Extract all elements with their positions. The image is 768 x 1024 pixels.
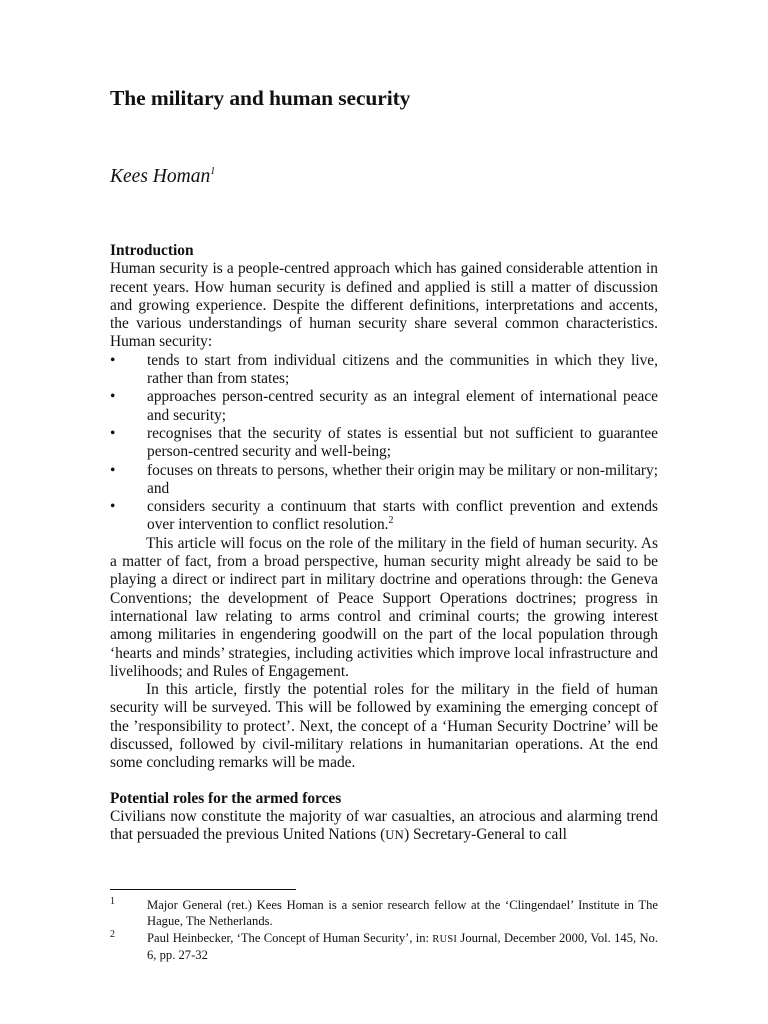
rusi-abbreviation: RUSI	[432, 934, 458, 945]
footnote-ref-2[interactable]: 2	[388, 515, 394, 527]
section-heading: Potential roles for the armed forces	[110, 789, 342, 807]
footnote-text-a: Paul Heinbecker, ‘The Concept of Human Security’, in:	[147, 931, 433, 945]
list-item	[110, 498, 658, 535]
section-gap	[110, 773, 658, 790]
list-item-text: focuses on threats to persons, whether their origin may be military or non-military; and	[147, 461, 658, 497]
footnote-divider	[110, 889, 296, 890]
bullet-icon: •	[110, 498, 116, 516]
intro-heading: Introduction	[110, 242, 194, 259]
footnote	[110, 898, 658, 929]
list-item-text: recognises that the security of states is essential but not sufficient to guarantee person-centred security and well-being;	[147, 424, 658, 461]
body-paragraph-2: This article will focus on the role of the military in the field of human security. As a matter of fact, from a broad perspective, human security might already be said to be playing a direct or indirect part in military doctrine and operations through: the Geneva Conventions; the development of Peace Support Operations doctrines; progress in international law relating to arms control and criminal courts; the growing interest among militaries in engendering goodwill on the part of the local population through ‘hearts and minds’ strategies, including activities which improve local infrastructure and livelihoods; and Rules of Engagement.	[110, 534, 658, 680]
list-item	[110, 425, 658, 462]
un-abbreviation: UN	[385, 828, 405, 843]
bullet-icon: •	[110, 351, 116, 369]
footnote	[110, 931, 658, 963]
characteristics-list	[110, 352, 658, 535]
section-paragraph	[110, 808, 658, 845]
list-item	[110, 388, 658, 425]
article-title: The military and human security	[110, 86, 411, 110]
footnote-text-b: Journal, December 2000, Vol. 145, No. 6, pp. 27-32	[147, 931, 658, 962]
bullet-icon: •	[110, 388, 116, 406]
list-item-text: tends to start from individual citizens and the communities in which they live, rather than from states;	[147, 351, 658, 388]
list-item-text: considers security a continuum that starts with conflict prevention and extends over intervention to conflict resolution.	[147, 498, 658, 534]
list-item-text: approaches person-centred security as an integral element of international peace and security;	[147, 388, 658, 424]
author-line	[110, 166, 215, 188]
bullet-icon: •	[110, 461, 116, 479]
list-item	[110, 462, 658, 499]
footnotes	[110, 898, 658, 965]
bullet-icon: •	[110, 424, 116, 442]
author-name: Kees Homan	[110, 166, 211, 187]
footnote-number: 2	[110, 929, 115, 940]
section-text-a: Civilians now constitute the majority of war casualties, an atrocious and alarming trend that persuaded the previous United Nations (	[110, 807, 658, 844]
author-footnote-ref[interactable]: 1	[210, 166, 216, 177]
article-body	[110, 242, 658, 845]
footnote-number: 1	[110, 896, 115, 907]
body-paragraph-3: In this article, firstly the potential roles for the military in the field of human security will be surveyed. This will be followed by examining the emerging concept of the ’responsibility to protect’. Next, the concept of a ‘Human Security Doctrine’ will be discussed, followed by civil-military relations in humanitarian operations. At the end some concluding remarks will be made.	[110, 681, 658, 772]
list-item	[110, 352, 658, 389]
section-text-b: ) Secretary-General to call	[404, 826, 567, 844]
intro-paragraph: Human security is a people-centred approach which has gained considerable attention in recent years. How human security is defined and applied is still a matter of discussion and growing experience. Despite the different definitions, interpretations and accents, the various understandings of human security share several common characteristics. Human security:	[110, 260, 658, 351]
footnote-text: Major General (ret.) Kees Homan is a senior research fellow at the ‘Clingendael’ Institute in The Hague, The Netherlands.	[147, 898, 658, 928]
